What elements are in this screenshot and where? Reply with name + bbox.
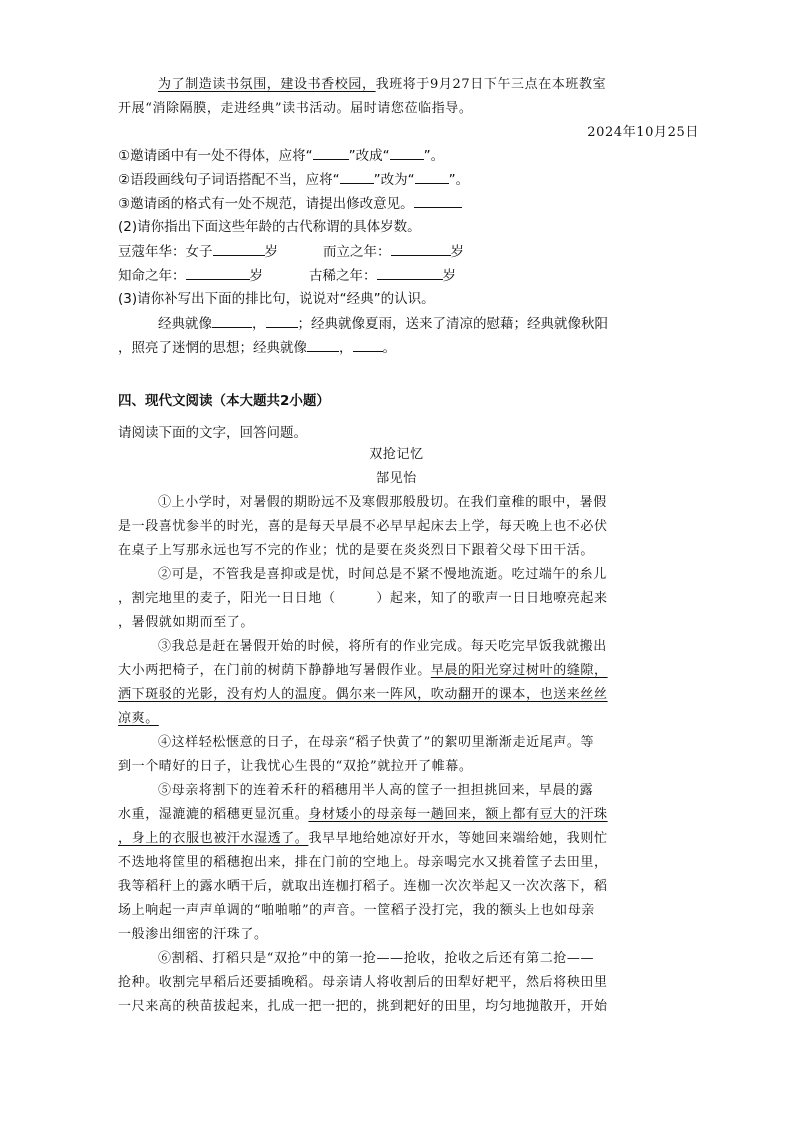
q2-unit: 岁 [450,244,464,260]
article-line: 我等稻秆上的露水晒干后，就取出连枷打稻子。连枷一次次举起又一次次落下，稻 [118,879,608,894]
article-text: 大小两把椅子，在门前的树荫下静静地写暑假作业。 [118,663,431,678]
answer-blank [313,146,349,160]
q1-item-3-text: ③邀请函的格式有一处不规范，请提出修改意见。 [118,196,414,212]
q1-item-2 [118,170,469,189]
answer-blank [415,170,449,184]
answer-blank [391,242,451,256]
section-instruction: 请阅读下面的文字，回答问题。 [118,425,307,441]
q3-text: ，照亮了迷惘的思想；经典就像 [118,340,307,356]
q3-prompt: (3)请你补写出下面的排比句，说说对“经典”的认识。 [118,291,435,307]
q3-text: 经典就像 [158,316,212,332]
article-line: 在桌子上写那永远也写不完的作业；忧的是要在炎炎烈日下跟着父母下田干活。 [118,543,595,558]
q1-item-1 [118,146,444,165]
underlined-sentence: 身材矮小的母亲每一趟回来，额上都有豆大的汗珠 [308,807,608,822]
q2-row-1b [323,242,464,261]
article-line: ①上小学时，对暑假的期盼远不及寒假那般殷切。在我们童稚的眼中，暑假 [158,495,607,510]
answer-blank [212,314,252,328]
underlined-sentence: 为了制造读书氛围，建设书香校园， [158,77,376,92]
article-author: 郜见怡 [376,471,417,486]
article-line: 到一个晴好的日子，让我忧心生畏的“双抢”就拉开了帷幕。 [118,759,473,774]
article-text: 我早早地给她凉好开水，等她回来端给她，我则忙 [308,831,608,846]
article-line: 场上响起一声声单调的“啪啪啪”的声音。一筐稻子没打完，我的额头上也如母亲 [118,903,595,918]
answer-blank [377,266,443,280]
invitation-date: 2024年10月25日 [587,125,699,140]
article-line: ④这样轻松惬意的日子，在母亲“稻子快黄了”的絮叨里渐渐走近尾声。等 [158,735,595,750]
q1-item-1-end: ”。 [423,148,445,164]
article-line: 是一段喜忧参半的时光，喜的是每天早晨不必早早起床去上学，每天晚上也不必伏 [118,519,608,534]
answer-blank [213,242,265,256]
article-line: 不迭地将筐里的稻穗抱出来，排在门前的空地上。母亲喝完水又挑着筐子去田里， [118,855,608,870]
q3-text: ；经典就像夏雨，送来了清凉的慰藉；经典就像秋阳 [297,316,608,332]
article-title: 双抢记忆 [369,447,424,462]
q1-item-1-text: ①邀请函中有一处不得体，应将“ [118,148,313,164]
q1-item-2-mid: ”改为“ [373,172,415,188]
q2-label: 豆蔻年华：女子 [118,244,213,260]
answer-blank [353,338,383,352]
q1-item-3 [118,194,462,213]
q1-item-1-mid: ”改成“ [348,148,390,164]
article-line: ②可是，不管我是喜抑或是忧，时间总是不紧不慢地流逝。吃过端午的糸儿 [158,567,607,582]
q2-prompt: (2)请你指出下面这些年龄的古代称谓的具体岁数。 [118,219,421,235]
answer-blank [186,266,250,280]
article-line: ，暑假就如期而至了。 [118,615,255,630]
q2-label: 而立之年： [323,244,391,260]
article-line: ⑥割稻、打稻只是“双抢”中的第一抢——抢收，抢收之后还有第二抢—— [158,951,595,966]
q3-text: 。 [382,340,396,356]
article-line: ，割完地里的麦子，阳光一日日地（ ）起来，知了的歌声一日日地嘹亮起来 [118,591,608,606]
q1-item-2-end: ”。 [448,172,470,188]
q2-row-2 [118,266,263,285]
article-line: 一般渗出细密的汗珠了。 [118,927,268,942]
q3-text: ， [339,340,353,356]
article-line [118,662,608,680]
article-text: 水重，湿漉漉的稻穗更显沉重。 [118,807,309,822]
article-line: ⑤母亲将割下的连着禾秆的稻穗用半人高的筐子一担担挑回来，早晨的露 [158,783,594,798]
article-line [118,806,608,824]
q2-unit: 岁 [264,244,278,260]
q1-item-2-text: ②语段画线句子词语搭配不当，应将“ [118,172,340,188]
q2-row-2b [309,266,456,285]
q2-unit: 岁 [442,268,456,284]
answer-blank [340,170,374,184]
q2-row-1 [118,242,278,261]
article-line: 一尺来高的秧苗拔起来，扎成一把一把的，挑到耙好的田里，均匀地抛散开，开始 [118,999,608,1014]
answer-blank [307,338,339,352]
q2-unit: 岁 [249,268,263,284]
underlined-sentence: ，身上的衣服也被汗水湿透了。 [118,831,309,846]
q3-text: ， [252,316,266,332]
underlined-sentence: 凉爽。 [118,711,159,726]
q2-label: 知命之年： [118,268,186,284]
article-line: 抢种。收割完早稻后还要插晚稻。母亲请人将收割后的田犁好耙平，然后将秧田里 [118,975,608,990]
article-line [118,830,608,848]
invitation-line-2: 开展“消除隔膜，走进经典”读书活动。届时请您莅临指导。 [118,101,473,116]
invitation-line-1 [158,76,606,94]
q2-label: 古稀之年： [309,268,377,284]
underlined-sentence: 早晨的阳光穿过树叶的缝隙， [430,663,608,678]
section-heading: 四、现代文阅读（本大题共2小题） [118,393,330,409]
invitation-line-1-rest: 我班将于9月27日下午三点在本班教室 [375,77,607,92]
q3-line-2 [118,338,396,357]
answer-blank [390,146,424,160]
answer-blank [266,314,298,328]
article-line: ③我总是赶在暑假开始的时候，将所有的作业完成。每天吃完早饭我就搬出 [158,639,607,654]
answer-blank [414,194,462,208]
underlined-sentence: 洒下斑驳的光影，没有灼人的温度。偶尔来一阵风，吹动翻开的课本，也送来丝丝 [118,687,608,702]
q3-line-1 [158,314,608,333]
